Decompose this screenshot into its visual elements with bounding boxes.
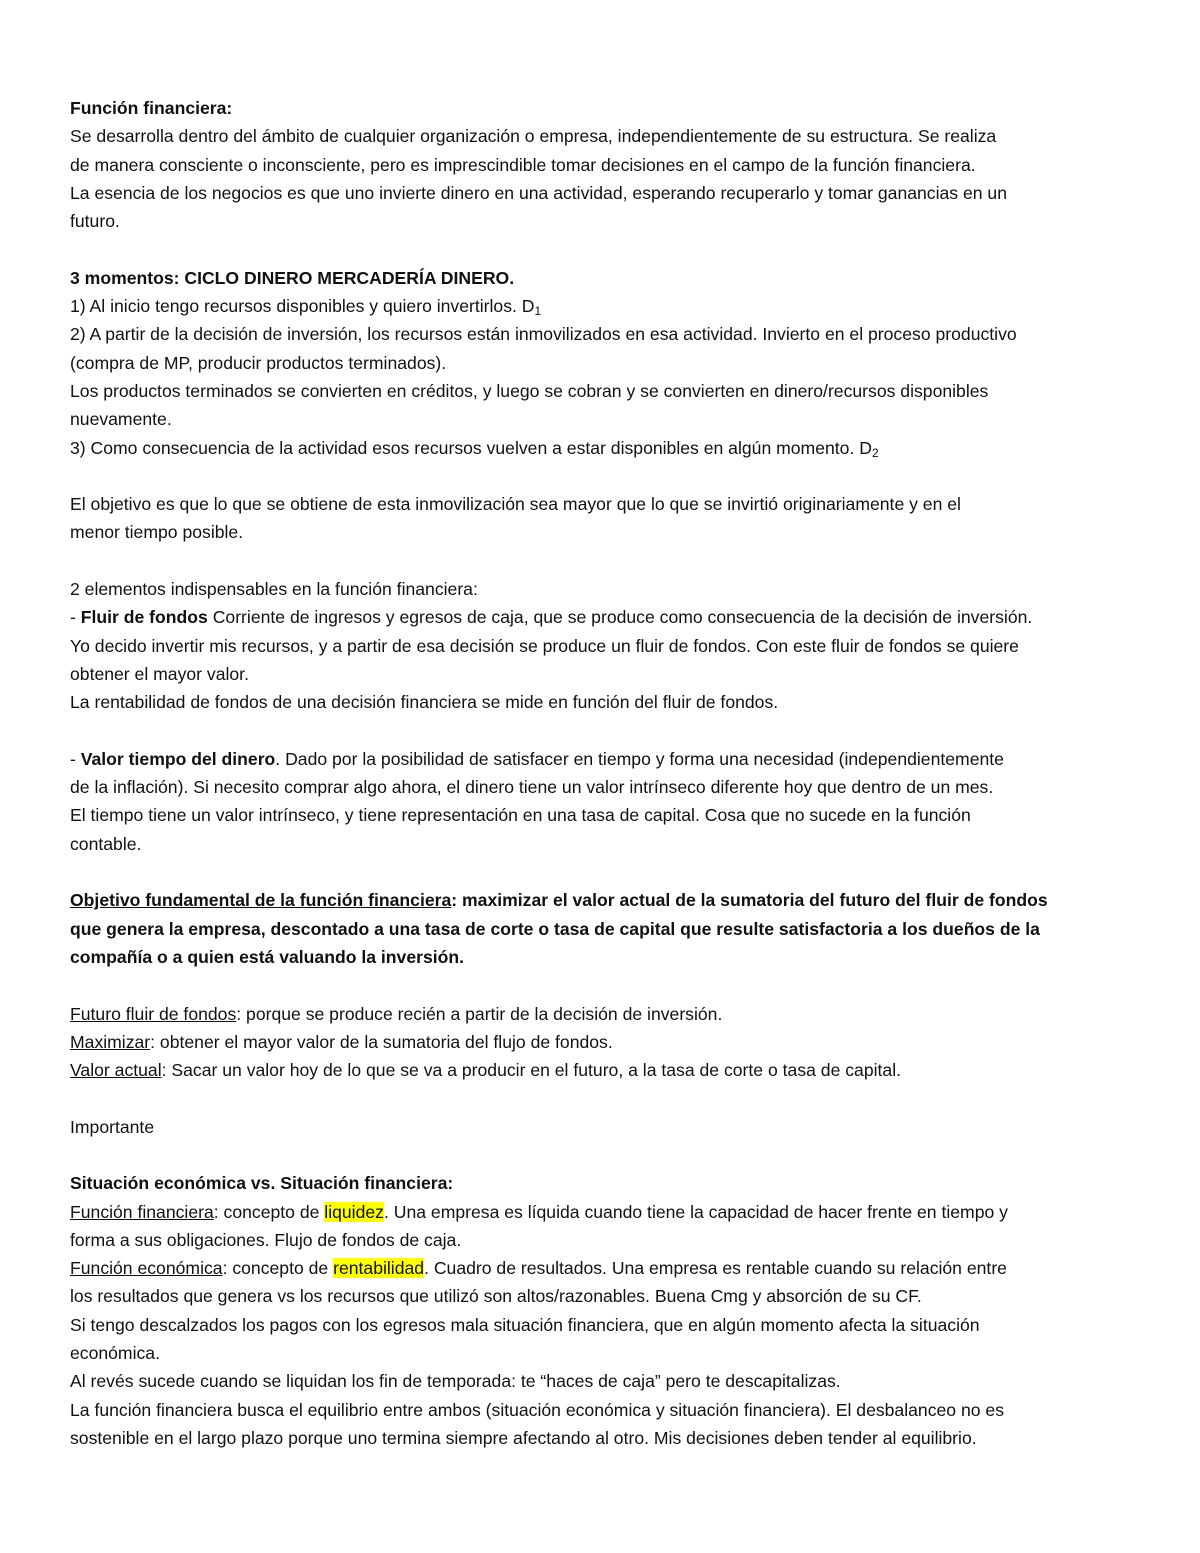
paragraph-line: El objetivo es que lo que se obtiene de esta inmovilización sea mayor que lo que se invirtió originariamente y en el <box>70 494 961 515</box>
paragraph-line <box>70 1028 1132 1056</box>
text-run: . Cuadro de resultados. Una empresa es rentable cuando su relación entre <box>424 1258 1007 1279</box>
paragraph-line: de manera consciente o inconsciente, pero es imprescindible tomar decisiones en el campo de la función financiera. <box>70 154 976 175</box>
paragraph-line <box>70 745 1132 773</box>
paragraph-line: económica. <box>70 1343 160 1364</box>
paragraph-line: sostenible en el largo plazo porque uno termina siempre afectando al otro. Mis decisiones deben tender al equilibrio. <box>70 1427 977 1448</box>
paragraph-line: 2) A partir de la decisión de inversión, los recursos están inmovilizados en esa actividad. Invierto en el proceso productivo <box>70 324 1017 345</box>
bold-term: Valor tiempo del dinero <box>80 748 276 769</box>
paragraph-line <box>70 1056 1132 1084</box>
paragraph-line <box>70 603 1132 631</box>
paragraph-line: contable. <box>70 833 142 854</box>
paragraph-line: Yo decido invertir mis recursos, y a partir de esa decisión se produce un fluir de fondos. Con este fluir de fondos se quiere <box>70 635 1019 656</box>
text-run: - <box>70 607 81 628</box>
text-run: : concepto de <box>213 1201 325 1222</box>
section-heading-3-momentos: 3 momentos: CICLO DINERO MERCADERÍA DINERO. <box>70 267 515 288</box>
subscript: 2 <box>871 445 879 460</box>
paragraph-line: 2 elementos indispensables en la función financiera: <box>70 579 478 600</box>
paragraph-line: El tiempo tiene un valor intrínseco, y tiene representación en una tasa de capital. Cosa que no sucede en la función <box>70 805 971 826</box>
bold-term: Fluir de fondos <box>80 607 208 628</box>
paragraph-line: nuevamente. <box>70 409 172 430</box>
paragraph-line: Importante <box>70 1116 155 1137</box>
paragraph-line: los resultados que genera vs los recursos que utilizó son altos/razonables. Buena Cmg y absorción de su CF. <box>70 1286 922 1307</box>
paragraph-line <box>70 1198 1132 1226</box>
blank-line <box>70 858 1132 886</box>
paragraph-line: compañía o a quien está valuando la inversión. <box>70 946 465 967</box>
highlighted-term: liquidez <box>324 1201 384 1222</box>
underlined-term: Función financiera <box>70 1201 214 1222</box>
section-heading-situacion: Situación económica vs. Situación financiera: <box>70 1173 454 1194</box>
paragraph-line: La esencia de los negocios es que uno invierte dinero en una actividad, esperando recuperarlo y tomar ganancias en un <box>70 182 1007 203</box>
blank-line <box>70 1141 1132 1169</box>
paragraph-line: forma a sus obligaciones. Flujo de fondos de caja. <box>70 1229 462 1250</box>
highlighted-term: rentabilidad <box>333 1258 425 1279</box>
paragraph-line: Si tengo descalzados los pagos con los egresos mala situación financiera, que en algún momento afecta la situación <box>70 1314 980 1335</box>
subscript: 1 <box>534 304 542 319</box>
paragraph-line: futuro. <box>70 211 120 232</box>
text-run: . Una empresa es líquida cuando tiene la capacidad de hacer frente en tiempo y <box>383 1201 1008 1222</box>
blank-line <box>70 971 1132 999</box>
text-run: - <box>70 748 81 769</box>
text-run: . Dado por la posibilidad de satisfacer en tiempo y forma una necesidad (independientemente <box>275 748 1004 769</box>
paragraph-line: (compra de MP, producir productos terminados). <box>70 352 447 373</box>
paragraph-line: Se desarrolla dentro del ámbito de cualquier organización o empresa, independientemente de su estructura. Se realiza <box>70 126 997 147</box>
text-run: 3) Como consecuencia de la actividad esos recursos vuelven a estar disponibles en algún momento. D <box>70 437 872 458</box>
text-run: : Sacar un valor hoy de lo que se va a producir en el futuro, a la tasa de corte o tasa de capital. <box>161 1060 901 1081</box>
paragraph-line <box>70 1000 1132 1028</box>
section-heading-funcion-financiera: Función financiera: <box>70 98 233 118</box>
text-run: : maximizar el valor actual de la sumatoria del futuro del fluir de fondos <box>451 890 1048 911</box>
underlined-term: Función económica <box>70 1258 223 1279</box>
blank-line <box>70 1084 1132 1112</box>
blank-line <box>70 547 1132 575</box>
underlined-term: Objetivo fundamental de la función financiera <box>70 890 452 911</box>
paragraph-line: La rentabilidad de fondos de una decisión financiera se mide en función del fluir de fondos. <box>70 692 779 713</box>
paragraph-line: Al revés sucede cuando se liquidan los fin de temporada: te “haces de caja” pero te descapitalizas. <box>70 1371 841 1392</box>
blank-line <box>70 235 1132 263</box>
paragraph-line: que genera la empresa, descontado a una tasa de corte o tasa de capital que resulte satisfactoria a los dueños de la <box>70 918 1040 939</box>
paragraph-line <box>70 886 1132 914</box>
paragraph-line: La función financiera busca el equilibrio entre ambos (situación económica y situación financiera). El desbalanceo no es <box>70 1399 1004 1420</box>
paragraph-line <box>70 1254 1132 1282</box>
underlined-term: Futuro fluir de fondos <box>70 1003 237 1024</box>
text-run: 1) Al inicio tengo recursos disponibles y quiero invertirlos. D <box>70 296 535 317</box>
paragraph-line: obtener el mayor valor. <box>70 663 249 684</box>
underlined-term: Valor actual <box>70 1060 162 1081</box>
paragraph-line: de la inflación). Si necesito comprar algo ahora, el dinero tiene un valor intrínseco diferente hoy que dentro de un mes. <box>70 777 994 798</box>
paragraph-line <box>70 434 1132 462</box>
underlined-term: Maximizar <box>70 1031 151 1052</box>
text-run: Corriente de ingresos y egresos de caja, que se produce como consecuencia de la decisión de inversión. <box>207 607 1033 628</box>
blank-line <box>70 717 1132 745</box>
blank-line <box>70 462 1132 490</box>
text-run: : concepto de <box>222 1258 334 1279</box>
paragraph-line: Los productos terminados se convierten en créditos, y luego se cobran y se convierten en dinero/recursos disponibles <box>70 380 989 401</box>
paragraph-line <box>70 292 1132 320</box>
paragraph-line: menor tiempo posible. <box>70 522 244 543</box>
text-run: : obtener el mayor valor de la sumatoria del flujo de fondos. <box>150 1031 613 1052</box>
text-run: : porque se produce recién a partir de la decisión de inversión. <box>236 1003 723 1024</box>
document-page <box>70 94 1132 1452</box>
